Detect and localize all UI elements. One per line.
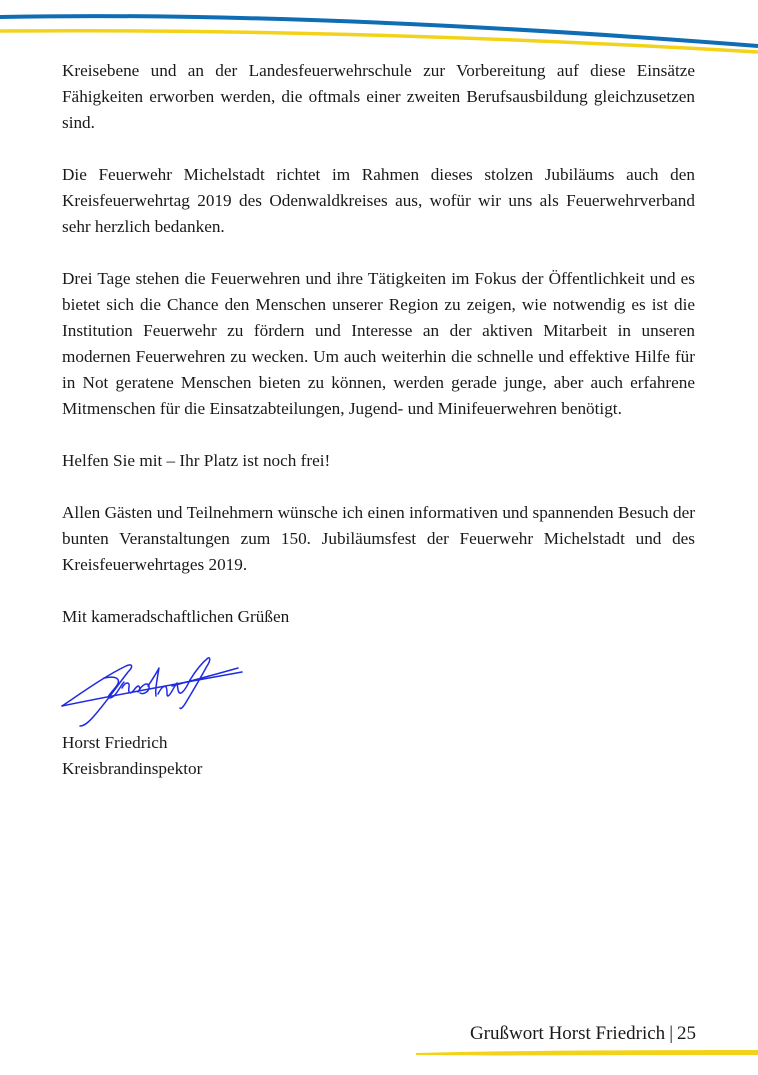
signer-name: Horst Friedrich xyxy=(62,733,168,752)
signer-title: Kreisbrandinspektor xyxy=(62,759,203,778)
bottom-yellow-bar xyxy=(410,1046,758,1058)
handwritten-signature xyxy=(60,656,244,728)
paragraph-4: Helfen Sie mit – Ihr Platz ist noch frei! xyxy=(62,451,331,470)
page-number: 25 xyxy=(677,1023,696,1044)
paragraph-1: Kreisebene und an der Landesfeuerwehrschule zur Vorbereitung auf diese Einsätze Fähigkeiten erworben werden, die oftmals einer zweiten Berufsausbildung gleichzusetzen sind. xyxy=(62,61,695,132)
closing-line: Mit kameradschaftlichen Grüßen xyxy=(62,607,290,626)
footer-section-title: Grußwort Horst Friedrich xyxy=(469,1023,666,1044)
footer-separator: | xyxy=(669,1023,673,1044)
top-decorative-swoosh xyxy=(0,0,758,60)
paragraph-3: Drei Tage stehen die Feuerwehren und ihre Tätigkeiten im Fokus der Öffentlichkeit und es bietet sich die Chance den Menschen unserer Region zu zeigen, wie notwendig es ist die Institution Feuerwehr zu fördern und Interesse an der aktiven Mitarbeit in unseren modernen Feuerwehren zu wecken. Um auch weiterhin die schnelle und effektive Hilfe für in Not geratene Menschen bieten zu können, werden gerade junge, aber auch erfahrene Mitmenschen für die Einsatzabteilungen, Jugend- und Minifeuerwehren benötigt. xyxy=(62,269,695,418)
paragraph-5: Allen Gästen und Teilnehmern wünsche ich einen informativen und spannenden Besuch der bunten Veranstaltungen zum 150. Jubiläumsfest der Feuerwehr Michelstadt und des Kreisfeuerwehrtages 2019. xyxy=(62,503,695,574)
page-footer xyxy=(470,1021,696,1047)
letter-body xyxy=(62,58,695,782)
paragraph-2: Die Feuerwehr Michelstadt richtet im Rahmen dieses stolzen Jubiläums auch den Kreisfeuerwehrtag 2019 des Odenwaldkreises aus, wofür wir uns als Feuerwehrverband sehr herzlich bedanken. xyxy=(62,165,695,236)
yellow-swoosh-line xyxy=(0,31,758,52)
